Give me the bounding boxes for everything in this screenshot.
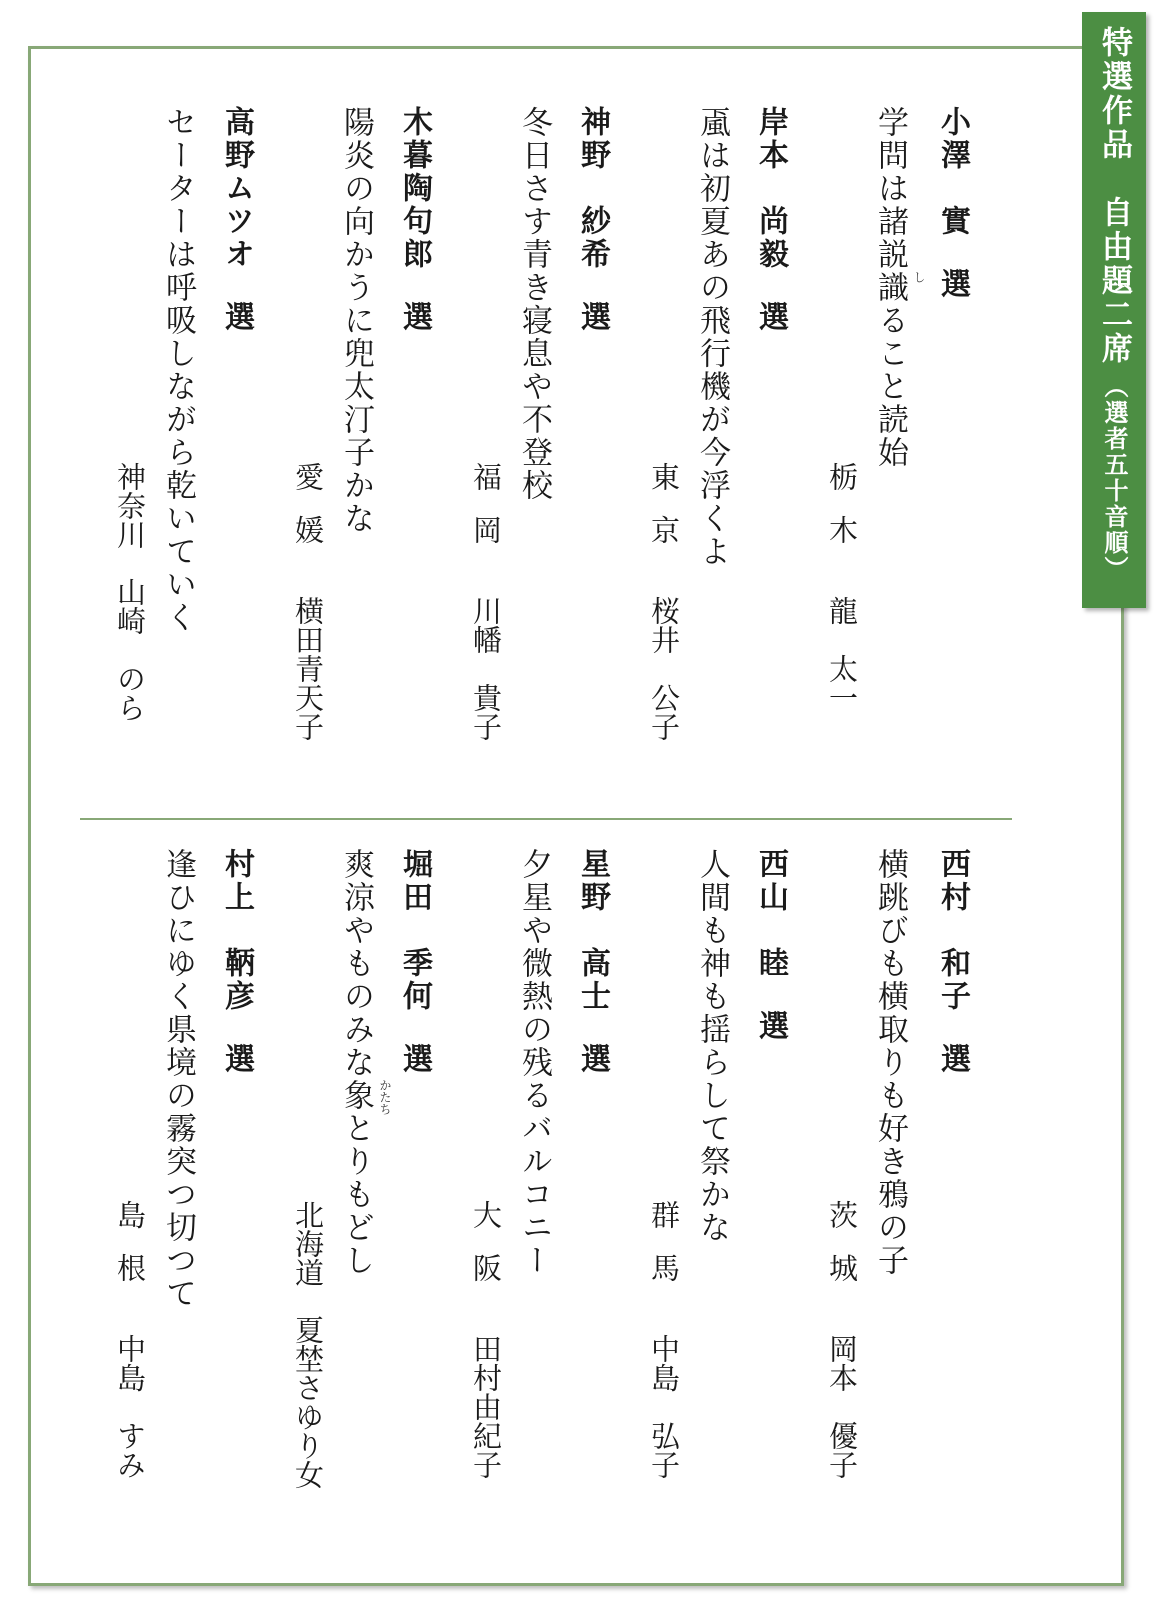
haiku-text: 冬日さす青き寝息や不登校	[516, 106, 552, 502]
author	[106, 1200, 150, 1479]
author-name: 川幡 貴子	[469, 596, 503, 741]
selector-name: 小澤 實選	[935, 106, 970, 301]
section-tab	[1082, 12, 1146, 608]
selector-name: 村上 鞆彦選	[219, 848, 254, 1076]
author	[818, 1200, 862, 1479]
author	[284, 462, 328, 741]
author-prefecture: 大阪	[469, 1200, 503, 1306]
author-prefecture: 茨城	[825, 1200, 859, 1306]
haiku-text: 颪は初夏あの飛行機が今浮くよ	[694, 106, 730, 568]
author	[640, 1200, 684, 1479]
selector-name: 木暮陶句郎選	[397, 106, 432, 334]
author-prefecture: 福岡	[469, 462, 503, 568]
author-prefecture: 東京	[647, 462, 681, 568]
author	[818, 462, 862, 712]
author-name: 夏埜さゆり女	[291, 1315, 325, 1489]
selector-name: 高野ムツオ選	[219, 106, 254, 334]
author-prefecture: 群馬	[647, 1200, 681, 1306]
ruby-word: 識 し	[872, 271, 926, 304]
haiku-text: セーターは呼吸しながら乾いていく	[160, 106, 196, 634]
haiku-text: 爽涼やものみな象 かたち とりもどし	[334, 848, 378, 1277]
author-name: 田村由紀子	[469, 1334, 503, 1479]
author-prefecture: 愛媛	[291, 462, 325, 568]
section-divider	[80, 818, 1012, 820]
author-prefecture: 島根	[113, 1200, 147, 1306]
author	[106, 462, 150, 722]
author	[462, 1200, 506, 1479]
ruby-word: 象 かたち	[338, 1079, 392, 1115]
selector-name: 岸本 尚毅選	[753, 106, 788, 334]
ruby-reading: かたち	[378, 1079, 392, 1115]
author-name: 岡本 優子	[825, 1334, 859, 1479]
author-name: 龍 太一	[825, 596, 859, 712]
haiku-text: 人間も神も揺らして祭かな	[694, 848, 730, 1244]
author-name: 中島 弘子	[647, 1334, 681, 1479]
author-name: 桜井 公子	[647, 596, 681, 741]
author	[284, 1200, 328, 1489]
author-name: 山崎 のら	[113, 577, 147, 722]
selector-order-note: （選者五十音順）	[1100, 374, 1128, 582]
selector-name: 神野 紗希選	[575, 106, 610, 334]
haiku-text: 夕星や微熱の残るバルコニー	[516, 848, 552, 1277]
selector-name: 堀田 季何選	[397, 848, 432, 1076]
haiku-text: 陽炎の向かうに兜太汀子かな	[338, 106, 374, 535]
haiku-text: 学問は諸説識 し ること読始	[868, 106, 912, 469]
author-prefecture: 神奈川	[113, 462, 147, 549]
haiku-text: 逢ひにゆく県境の霧突つ切つて	[160, 848, 196, 1310]
haiku-text: 横跳びも横取りも好き鴉の子	[872, 848, 908, 1277]
section-title: 特選作品 自由題二席	[1096, 26, 1132, 366]
ruby-reading: し	[912, 271, 926, 283]
author-prefecture: 栃木	[825, 462, 859, 568]
selector-name: 西村 和子選	[935, 848, 970, 1076]
author	[462, 462, 506, 741]
selector-name: 星野 高士選	[575, 848, 610, 1076]
author	[640, 462, 684, 741]
author-name: 中島 すみ	[113, 1334, 147, 1479]
author-prefecture: 北海道	[291, 1200, 325, 1287]
author-name: 横田青天子	[291, 596, 325, 741]
selector-name: 西山 睦選	[753, 848, 788, 1043]
